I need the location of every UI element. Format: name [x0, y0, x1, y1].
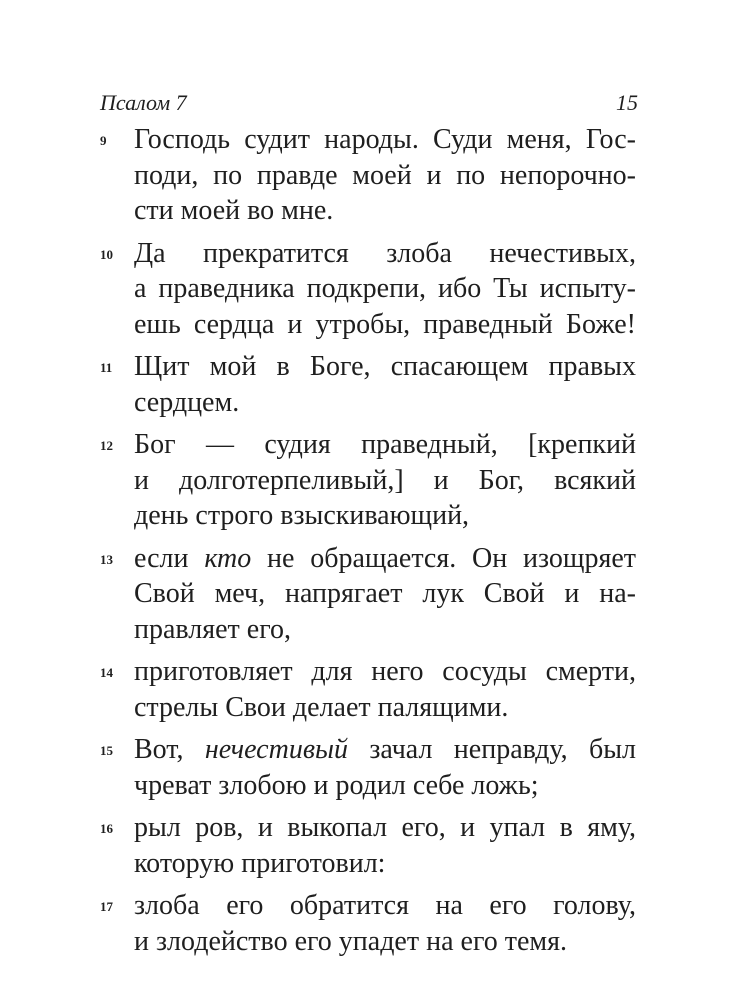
verse-number: 15 — [100, 743, 113, 758]
verse-line: Господь судит народы. Суди меня, Гос- — [134, 124, 636, 155]
italic-word: кто — [204, 542, 252, 574]
verse-number: 11 — [100, 360, 113, 375]
verse-line: а праведника подкрепи, ибо Ты испыту- — [134, 273, 636, 304]
verse-line: рыл ров, и выкопал его, и упал в яму, — [134, 812, 636, 843]
verse-line: Да прекратится злоба нечестивых, — [134, 237, 636, 269]
verse-line: стрелы Свои делает палящими. — [134, 691, 509, 723]
verse-line: сти моей во мне. — [134, 195, 334, 226]
verse-line: приготовляет для него сосуды смерти, — [134, 656, 636, 687]
verse-line: Щит мой в Боге, спасающем правых — [134, 351, 636, 382]
verse — [100, 236, 636, 343]
verse-number: 12 — [100, 438, 113, 453]
verse — [100, 122, 636, 229]
verse — [100, 349, 636, 420]
verse-line: чреват злобою и родил себе ложь; — [134, 769, 539, 801]
verse-number: 9 — [100, 133, 107, 148]
verse-number: 17 — [100, 899, 113, 914]
verse-number: 16 — [100, 821, 113, 836]
verse-number: 10 — [100, 246, 113, 262]
verse — [100, 654, 636, 725]
verse-line: правляет его, — [134, 613, 291, 645]
verse-line: злоба его обратится на его голову, — [134, 890, 636, 921]
italic-word: нечестивый — [204, 734, 348, 765]
verse-line: Вот, нечестивый зачал неправду, был — [134, 734, 636, 765]
verse-number: 13 — [100, 551, 113, 567]
verse — [100, 427, 636, 534]
verse-line: ешь сердца и утробы, праведный Боже! — [134, 308, 636, 340]
verse — [100, 732, 636, 803]
verse-line: которую приготовил: — [134, 847, 386, 879]
verse — [100, 541, 636, 648]
verse-list — [100, 122, 636, 966]
verse-line: поди, по правде моей и по непорочно- — [134, 159, 636, 191]
page-number: 15 — [616, 90, 638, 115]
running-head — [100, 88, 638, 118]
verse-line: Бог — судия праведный, [крепкий — [134, 429, 636, 460]
verse-line: день строго взыскивающий, — [134, 500, 470, 531]
verse-line: и долготерпеливый,] и Бог, всякий — [134, 464, 636, 496]
verse — [100, 888, 636, 959]
verse-line: Свой меч, напрягает лук Свой и на- — [134, 578, 636, 609]
running-head-title: Псалом 7 — [100, 90, 187, 115]
verse-line: если кто не обращается. Он изощряет — [134, 542, 637, 574]
verse-number: 14 — [100, 665, 113, 680]
verse — [100, 810, 636, 881]
verse-line: сердцем. — [134, 386, 240, 418]
verse-line: и злодейство его упадет на его темя. — [134, 925, 567, 957]
